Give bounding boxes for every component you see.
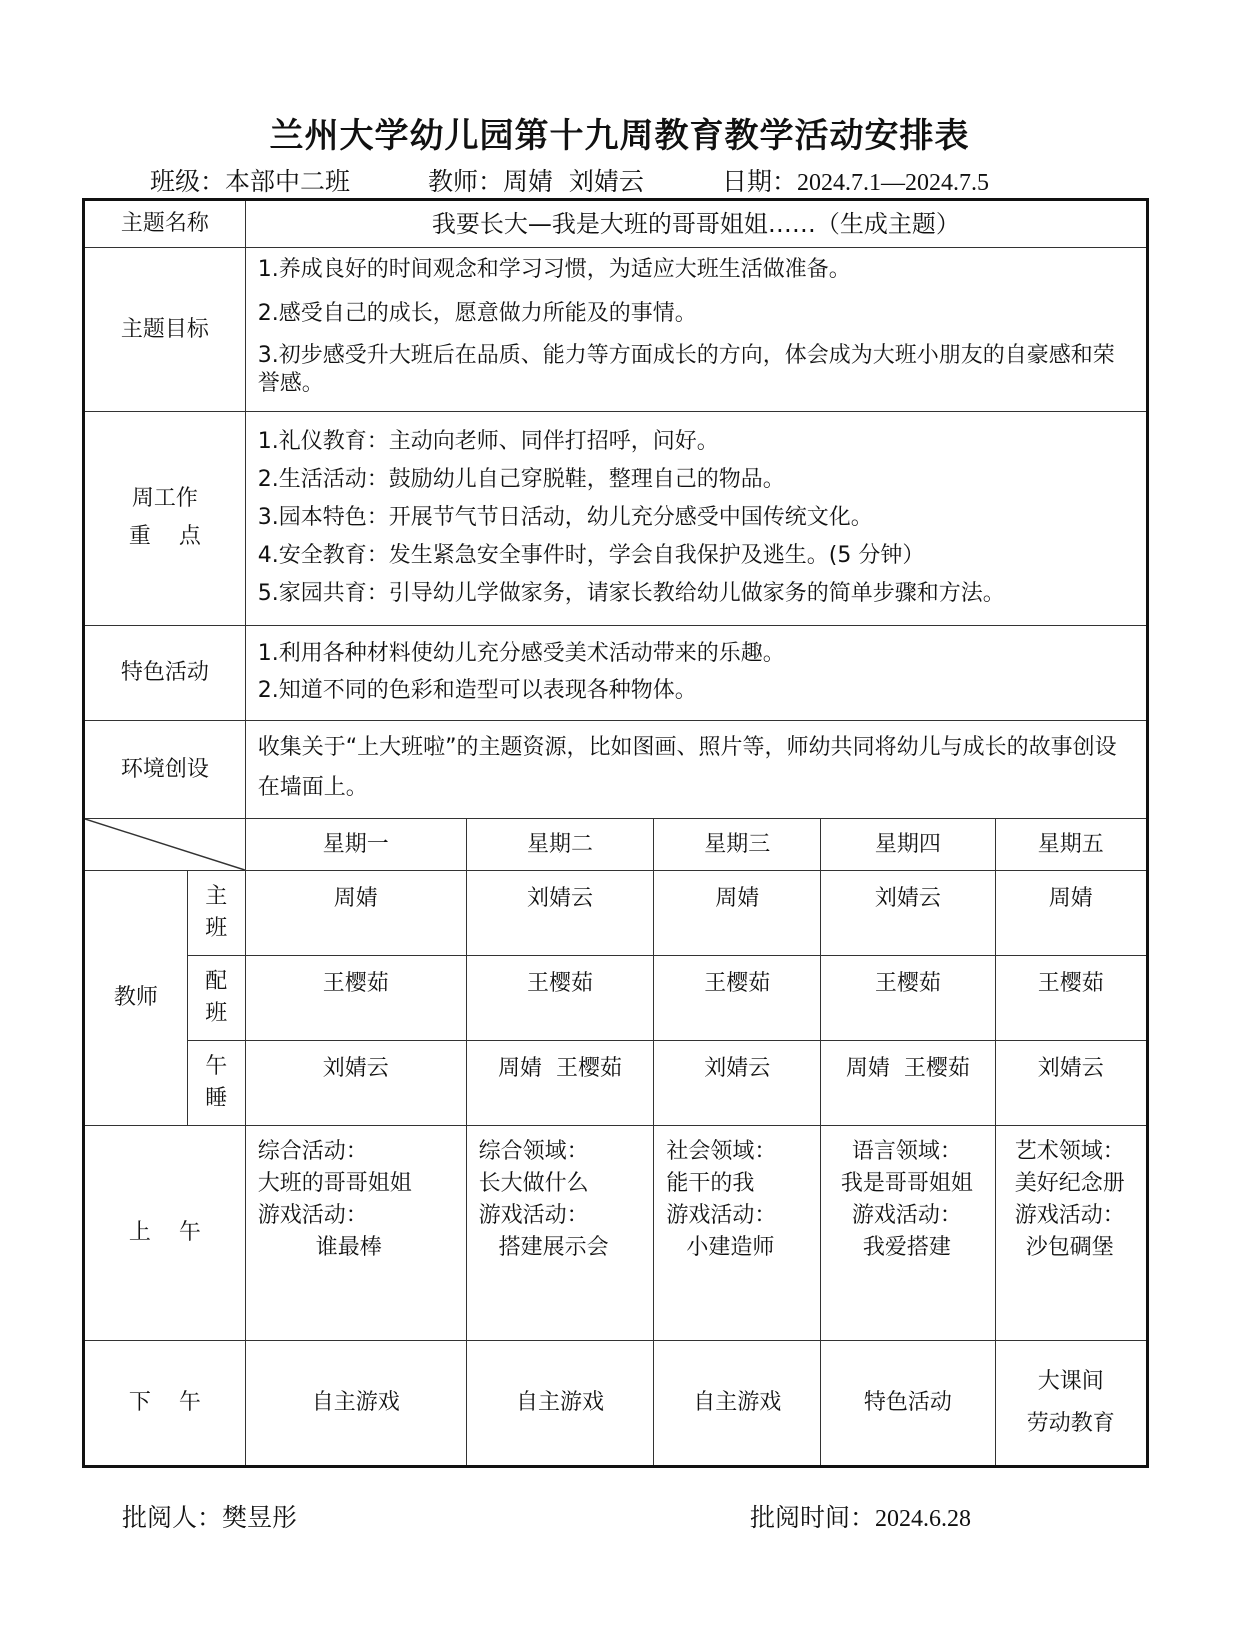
day-header-mon: 星期一: [245, 818, 466, 870]
afternoon-label: 下 午: [84, 1340, 246, 1466]
teacher-nap-thu: 周婧 王樱茹: [821, 1040, 995, 1125]
morning-game-label: 游戏活动：: [257, 1202, 368, 1228]
morning-game: 小建造师: [686, 1234, 775, 1260]
morning-game: 谁最棒: [315, 1234, 382, 1260]
weekly-focus-item: 1.礼仪教育：主动向老师、同伴打招呼，问好。: [257, 429, 719, 455]
diagonal-corner-cell: [84, 818, 246, 870]
morning-cell-mon: [245, 1125, 466, 1340]
theme-name-value: 我要长大—我是大班的哥哥姐姐……（生成主题）: [245, 200, 1147, 248]
teacher-nap-label: 午 睡: [187, 1040, 245, 1125]
teacher-nap-fri: 刘婧云: [995, 1040, 1148, 1125]
teacher-main-mon: 周婧: [245, 870, 466, 955]
morning-domain: 艺术领域：: [1014, 1138, 1125, 1164]
morning-domain: 综合活动：: [257, 1138, 368, 1164]
afternoon-row: [84, 1340, 1148, 1466]
teacher-main-tue: 刘婧云: [466, 870, 654, 955]
class-value: 本部中二班: [225, 167, 351, 196]
diagonal-line: [85, 819, 245, 870]
review-time-label: 批阅时间：: [750, 1503, 876, 1532]
morning-cell-wed: [654, 1125, 821, 1340]
reviewer-label: 批阅人：: [122, 1503, 223, 1532]
review-time-info: [750, 1498, 971, 1534]
weekly-focus-label: [84, 411, 246, 625]
weekly-focus-item: 5.家园共育：引导幼儿学做家务，请家长教给幼儿做家务的简单步骤和方法。: [257, 580, 1005, 606]
teacher-section-label: 教师: [84, 870, 188, 1125]
theme-name-label: 主题名称: [84, 200, 246, 248]
special-activity-list: [245, 625, 1147, 720]
reviewer-value: 樊昱彤: [222, 1503, 298, 1532]
special-activity-row: [84, 625, 1148, 720]
date-label: 日期：: [722, 167, 798, 196]
weekly-focus-item: 4.安全教育：发生紧急安全事件时，学会自我保护及逃生。(5 分钟）: [257, 542, 925, 568]
theme-goal-item: 1.养成良好的时间观念和学习习惯，为适应大班生活做准备。: [257, 257, 851, 282]
teacher-main-fri: 周婧: [995, 870, 1148, 955]
date-info: [722, 162, 989, 198]
day-header-row: [84, 818, 1148, 870]
class-label: 班级：: [150, 167, 226, 196]
theme-goal-item: 3.初步感受升大班后在品质、能力等方面成长的方向，体会成为大班小朋友的自豪感和荣誉感。: [257, 342, 1115, 397]
morning-domain: 社会领域：: [666, 1138, 777, 1164]
teacher-main-row: [84, 870, 1148, 955]
environment-value: 收集关于“上大班啦”的主题资源，比如图画、照片等，师幼共同将幼儿与成长的故事创设在墙面上。: [245, 720, 1147, 818]
class-info: [150, 162, 350, 198]
theme-goal-item: 2.感受自己的成长，愿意做力所能及的事情。: [257, 300, 697, 326]
morning-game: 搭建展示会: [498, 1234, 609, 1260]
teacher-assist-fri: 王樱茹: [995, 955, 1148, 1040]
teacher-nap-tue: 周婧 王樱茹: [466, 1040, 654, 1125]
page-title: 兰州大学幼儿园第十九周教育教学活动安排表: [269, 116, 970, 156]
afternoon-cell-wed: 自主游戏: [654, 1340, 821, 1466]
day-header-tue: 星期二: [466, 818, 654, 870]
teacher-assist-mon: 王樱茹: [245, 955, 466, 1040]
morning-topic: 我是哥哥姐姐: [840, 1170, 973, 1196]
teacher-nap-mon: 刘婧云: [245, 1040, 466, 1125]
teacher-main-wed: 周婧: [654, 870, 821, 955]
afternoon-cell-fri: 大课间 劳动教育: [995, 1340, 1148, 1466]
weekly-focus-item: 3.园本特色：开展节气节日活动，幼儿充分感受中国传统文化。: [257, 505, 873, 531]
environment-row: [84, 720, 1148, 818]
teacher-info: [428, 162, 644, 198]
teacher-nap-wed: 刘婧云: [654, 1040, 821, 1125]
morning-cell-fri: [995, 1125, 1148, 1340]
teacher-main-thu: 刘婧云: [821, 870, 995, 955]
teacher-assist-tue: 王樱茹: [466, 955, 654, 1040]
weekly-focus-list: [245, 411, 1147, 625]
morning-game: 我爱搭建: [862, 1234, 951, 1260]
morning-label: 上 午: [84, 1125, 246, 1340]
morning-topic: 长大做什么: [478, 1170, 589, 1196]
environment-label: 环境创设: [84, 720, 246, 818]
morning-game-label: 游戏活动：: [851, 1202, 962, 1228]
morning-game-label: 游戏活动：: [666, 1202, 777, 1228]
weekly-focus-row: [84, 411, 1148, 625]
special-activity-item: 1.利用各种材料使幼儿充分感受美术活动带来的乐趣。: [257, 640, 785, 666]
teacher-assist-label: 配 班: [187, 955, 245, 1040]
day-header-thu: 星期四: [821, 818, 995, 870]
morning-game-label: 游戏活动：: [478, 1202, 589, 1228]
theme-name-row: [84, 200, 1148, 248]
teacher-assist-wed: 王樱茹: [654, 955, 821, 1040]
morning-game-label: 游戏活动：: [1014, 1202, 1125, 1228]
morning-domain: 综合领域：: [478, 1138, 589, 1164]
reviewer-info: [122, 1498, 297, 1534]
morning-topic: 能干的我: [666, 1170, 755, 1196]
special-activity-label: 特色活动: [84, 625, 246, 720]
schedule-table: [82, 198, 1149, 1468]
teacher-value: 周婧 刘婧云: [503, 167, 644, 196]
review-time-value: 2024.6.28: [875, 1506, 972, 1532]
date-value: 2024.7.1—2024.7.5: [797, 170, 990, 196]
morning-topic: 大班的哥哥姐姐: [257, 1170, 412, 1196]
morning-cell-thu: [821, 1125, 995, 1340]
teacher-nap-row: [84, 1040, 1148, 1125]
teacher-main-label: 主 班: [187, 870, 245, 955]
teacher-assist-row: [84, 955, 1148, 1040]
teacher-assist-thu: 王樱茹: [821, 955, 995, 1040]
weekly-focus-item: 2.生活活动：鼓励幼儿自己穿脱鞋，整理自己的物品。: [257, 467, 785, 493]
day-header-wed: 星期三: [654, 818, 821, 870]
weekly-focus-label-line1: 周工作: [131, 485, 198, 511]
morning-row: [84, 1125, 1148, 1340]
theme-goal-row: [84, 248, 1148, 412]
afternoon-cell-mon: 自主游戏: [245, 1340, 466, 1466]
weekly-focus-label-line2: 重 点: [128, 524, 201, 550]
afternoon-cell-tue: 自主游戏: [466, 1340, 654, 1466]
teacher-label: 教师：: [428, 167, 504, 196]
morning-topic: 美好纪念册: [1014, 1170, 1125, 1196]
morning-domain: 语言领域：: [851, 1138, 962, 1164]
day-header-fri: 星期五: [995, 818, 1148, 870]
special-activity-item: 2.知道不同的色彩和造型可以表现各种物体。: [257, 678, 697, 704]
afternoon-cell-thu: 特色活动: [821, 1340, 995, 1466]
morning-game: 沙包碉堡: [1025, 1234, 1114, 1260]
theme-goal-list: [245, 248, 1147, 412]
theme-goal-label: 主题目标: [84, 248, 246, 412]
morning-cell-tue: [466, 1125, 654, 1340]
